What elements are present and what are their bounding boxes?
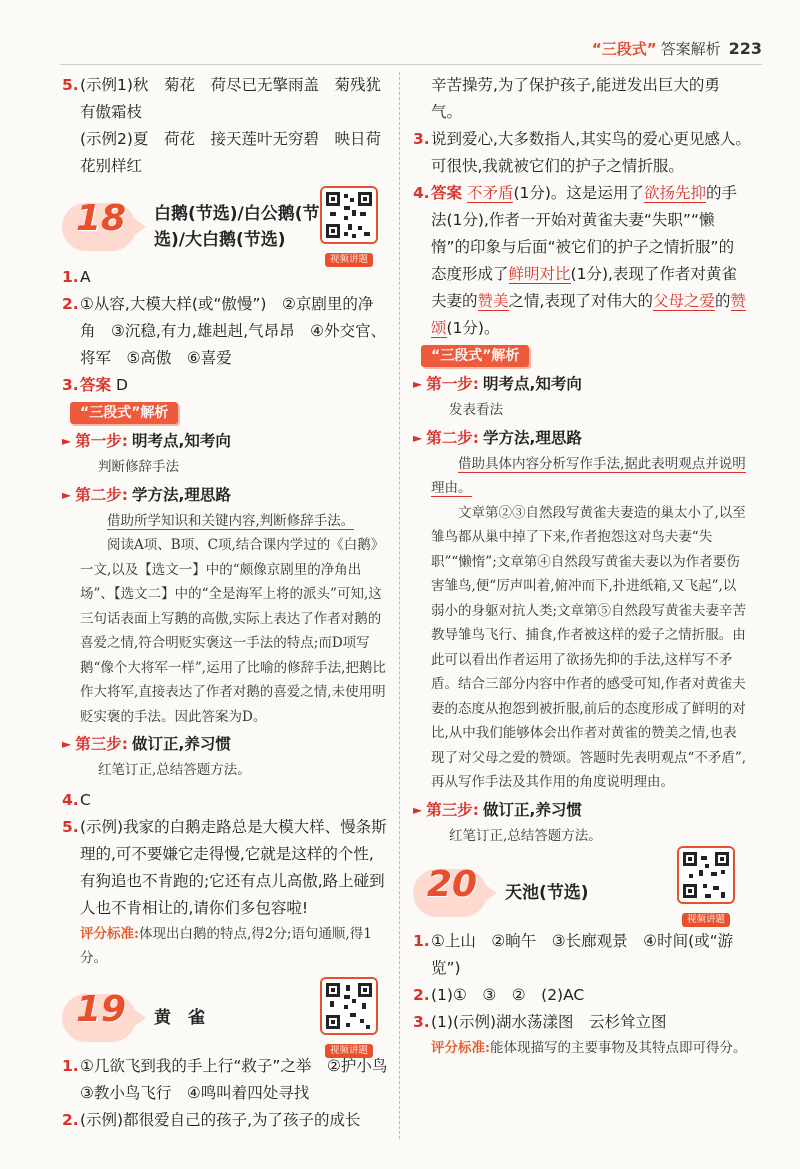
question-number: 3. (413, 130, 430, 148)
answer-text: (1分)。 (446, 319, 500, 337)
question-number: 2. (413, 986, 430, 1004)
step-arrow-icon: ► (413, 377, 423, 391)
analysis-pill: “三段式”解析 (421, 345, 529, 367)
question-number: 1. (413, 932, 430, 950)
step-arrow-icon: ► (413, 802, 423, 817)
question-number: 4. (62, 790, 79, 809)
step-title: 做订正,养习惯 (482, 800, 582, 819)
step-title: 做订正,养习惯 (131, 735, 231, 753)
step-3 (62, 731, 388, 758)
answer-text: 的 (714, 292, 731, 310)
question-3 (413, 126, 759, 180)
answer-text: D (115, 376, 128, 394)
lesson-20-heading (413, 858, 749, 928)
step-2-body: 阅读A项、B项、C项,结合课内学过的《白鹅》一文,以及【选文一】中的“颇像京剧里的净角出场”、【选文二】中的“全是海军上将的派头”可知,这三句话表面上写鹅的高傲,实际上表达了作者对鹅的喜爱之情,符合明贬实褒这一手法的特点;而D项写鹅“像个大将军一样”,运用了比喻的修辞手法,把鹅比作大将军,直接表达了作者对鹅的喜爱之情,未使用明贬实褒的手法。因此答案为D。 (80, 537, 386, 725)
answer-keyword: 不矛盾 (466, 184, 514, 202)
lesson-number: 18 (76, 198, 127, 239)
answer-text: ①从容,大模大样(或“傲慢”) ②京剧里的净角 ③沉稳,有力,雄赳赳,气昂昂 ④外交官、将军 ⑤高傲 ⑥喜爱 (80, 295, 387, 367)
lesson-19-question-1 (62, 1053, 403, 1107)
step-label: 第三步: (426, 800, 479, 819)
lesson-18-heading (62, 190, 388, 264)
answer-label: 答案 (431, 184, 463, 202)
step-label: 第一步: (426, 375, 479, 393)
lesson-number: 20 (427, 864, 478, 905)
answer-text: (1)(示例)湖水荡漾图 云杉耸立图 (431, 1013, 667, 1031)
question-number: 1. (62, 1056, 79, 1075)
header-rule (60, 64, 762, 65)
question-number: 4. (413, 184, 430, 202)
question-1 (62, 264, 388, 291)
step-arrow-icon: ► (62, 737, 72, 751)
answer-keyword: 欲扬先抑 (643, 184, 706, 202)
header-accent: “三段式” (591, 40, 657, 58)
qr-code-icon (320, 977, 378, 1035)
step-1-text: 发表看法 (449, 402, 503, 418)
step-1 (62, 428, 388, 455)
step-label: 第二步: (426, 428, 479, 447)
question-4 (413, 180, 749, 342)
question-3 (62, 372, 388, 399)
step-2-lead-text: 借助具体内容分析写作手法,据此表明观点并说明理由。 (431, 455, 746, 496)
step-2 (413, 425, 749, 452)
step-2-body: 文章第②③自然段写黄雀夫妻造的巢太小了,以至雏鸟都从巢中掉了下来,作者抱怨这对鸟夫妻“失职”“懒惰”;文章第④自然段写黄雀夫妻以为作者要伤害雏鸟,便“厉声叫着,俯冲而下,扑进纸箱,又飞起”,以弱小的身躯对抗人类;文章第⑤自然段写黄雀夫妻辛苦教导雏鸟飞行、捕食,作者被这样的爱子之情折服。由此可以看出作者运用了欲扬先抑的手法,这样写不矛盾。结合三部分内容中作者的感受可知,作者对黄雀夫妻的态度从抱怨到被折服,前后的态度形成了鲜明的对比,从中我们能够体会出作者对黄雀的赞美之情,也表现了对父母之爱的赞颂。答题时先表明观点“不矛盾”,再从写作手法及其作用的角度说明理由。 (431, 504, 747, 790)
answer-text: (1分)。这是运用了 (513, 184, 644, 202)
step-2 (62, 482, 388, 509)
lesson-badge (413, 864, 487, 917)
question-number: 5. (62, 76, 79, 94)
score-text: 体现出白鹅的特点,得2分;语句通顺,得1分。 (80, 925, 372, 966)
left-column (62, 72, 403, 1134)
question-number: 3. (62, 376, 79, 394)
step-1-text: 判断修辞手法 (98, 459, 179, 475)
answer-line: (示例2)夏 荷花 接天莲叶无穷碧 映日荷花别样红 (80, 130, 381, 175)
question-4 (62, 787, 388, 814)
step-label: 第三步: (75, 735, 128, 753)
qr-code[interactable] (675, 846, 737, 931)
qr-code-icon (320, 186, 378, 244)
lesson-19-question-2 (62, 1107, 388, 1134)
header-title: 答案解析 (660, 40, 721, 58)
answer-text: ①几欲飞到我的手上行“救子”之举 ②护小鸟 ③教小鸟飞行 ④鸣叫着四处寻找 (80, 1056, 403, 1102)
question-number: 2. (62, 295, 79, 313)
lesson-number: 19 (76, 988, 127, 1030)
lesson-title: 天池(节选) (505, 883, 589, 903)
lesson-badge (62, 198, 136, 251)
lesson-title: 黄 雀 (154, 1007, 205, 1028)
lesson-20-question-3 (413, 1009, 749, 1061)
step-label: 第一步: (75, 432, 128, 450)
qr-code[interactable] (318, 186, 380, 271)
step-3-text: 红笔订正,总结答题方法。 (98, 762, 251, 778)
answer-keyword: 鲜明对比 (508, 265, 571, 283)
qr-caption: 视频讲题 (682, 913, 730, 927)
step-2-lead (413, 452, 749, 501)
answer-text: (1)① ③ ② (2)AC (431, 986, 585, 1004)
step-title: 明考点,知考向 (131, 432, 231, 450)
answer-line: (示例1)秋 菊花 荷尽已无擎雨盖 菊残犹有傲霜枝 (80, 76, 381, 121)
answer-text: C (80, 790, 91, 809)
step-2-lead (62, 509, 388, 534)
column-divider (399, 72, 400, 1139)
step-label: 第二步: (75, 485, 128, 504)
page-number: 223 (728, 39, 762, 58)
qr-caption: 视频讲题 (325, 253, 373, 267)
answer-keyword: 赞颂 (431, 292, 747, 337)
answer-text: (示例)我家的白鹅走路总是大模大样、慢条斯理的,可不要嫌它走得慢,它就是这样的个性,有狗追也不肯跑的;它还有点儿高傲,路上碰到人也不肯相让的,请你们多包容啦! (80, 817, 387, 917)
answer-keyword: 赞美 (477, 292, 509, 310)
lesson-20-question-2 (413, 982, 749, 1009)
step-3-text: 红笔订正,总结答题方法。 (449, 827, 602, 844)
question-5-top (62, 72, 388, 180)
question-number: 1. (62, 268, 79, 286)
step-arrow-icon: ► (62, 487, 72, 502)
step-arrow-icon: ► (62, 434, 72, 448)
answer-text: 的手法(1分),作者一开始对黄雀夫妻“失职”“懒惰”的印象与后面“被它们的护子之情折服”的态度形成了 (431, 184, 737, 283)
question-2-continued: 辛苦操劳,为了保护孩子,能迸发出巨大的勇气。 (431, 76, 720, 121)
qr-caption: 视频讲题 (325, 1044, 373, 1058)
step-title: 明考点,知考向 (482, 375, 582, 393)
answer-label: 答案 (80, 376, 112, 394)
answer-keyword: 父母之爱 (652, 292, 715, 310)
score-text: 能体现描写的主要事物及其特点即可得分。 (489, 1040, 747, 1056)
question-5 (62, 814, 388, 971)
answer-text: 之情,表现了对伟大的 (508, 292, 653, 310)
question-2 (62, 291, 388, 372)
answer-text: (1分),表现了作者对黄雀夫妻的 (431, 265, 737, 310)
question-number: 3. (413, 1013, 430, 1031)
answer-text: A (80, 268, 91, 286)
step-3 (413, 797, 749, 824)
step-title: 学方法,理思路 (482, 428, 582, 447)
analysis-pill: “三段式”解析 (70, 402, 178, 424)
question-number: 2. (62, 1110, 79, 1129)
page-header (592, 38, 762, 59)
qr-code[interactable] (318, 977, 380, 1062)
answer-text: ①上山 ②晌午 ③长廊观景 ④时间(或“游览”) (431, 932, 734, 977)
step-arrow-icon: ► (413, 430, 423, 445)
right-column (413, 72, 759, 1061)
question-number: 5. (62, 817, 79, 836)
answer-text: 说到爱心,大多数指人,其实鸟的爱心更见感人。 可很快,我就被它们的护子之情折服。 (431, 130, 759, 175)
score-label: 评分标准: (431, 1040, 490, 1056)
answer-text: (示例)都很爱自己的孩子,为了孩子的成长 (80, 1110, 361, 1129)
lesson-badge (62, 988, 136, 1042)
lesson-20-question-1 (413, 928, 749, 982)
step-1 (413, 371, 749, 398)
qr-code-icon (677, 846, 735, 904)
step-title: 学方法,理思路 (131, 485, 231, 504)
lesson-19-heading (62, 983, 388, 1056)
step-2-lead-text: 借助所学知识和关键内容,判断修辞手法。 (107, 512, 355, 529)
score-label: 评分标准: (80, 925, 139, 942)
lesson-title: 白鹅(节选)/白公鹅(节选)/大白鹅(节选) (154, 204, 320, 250)
